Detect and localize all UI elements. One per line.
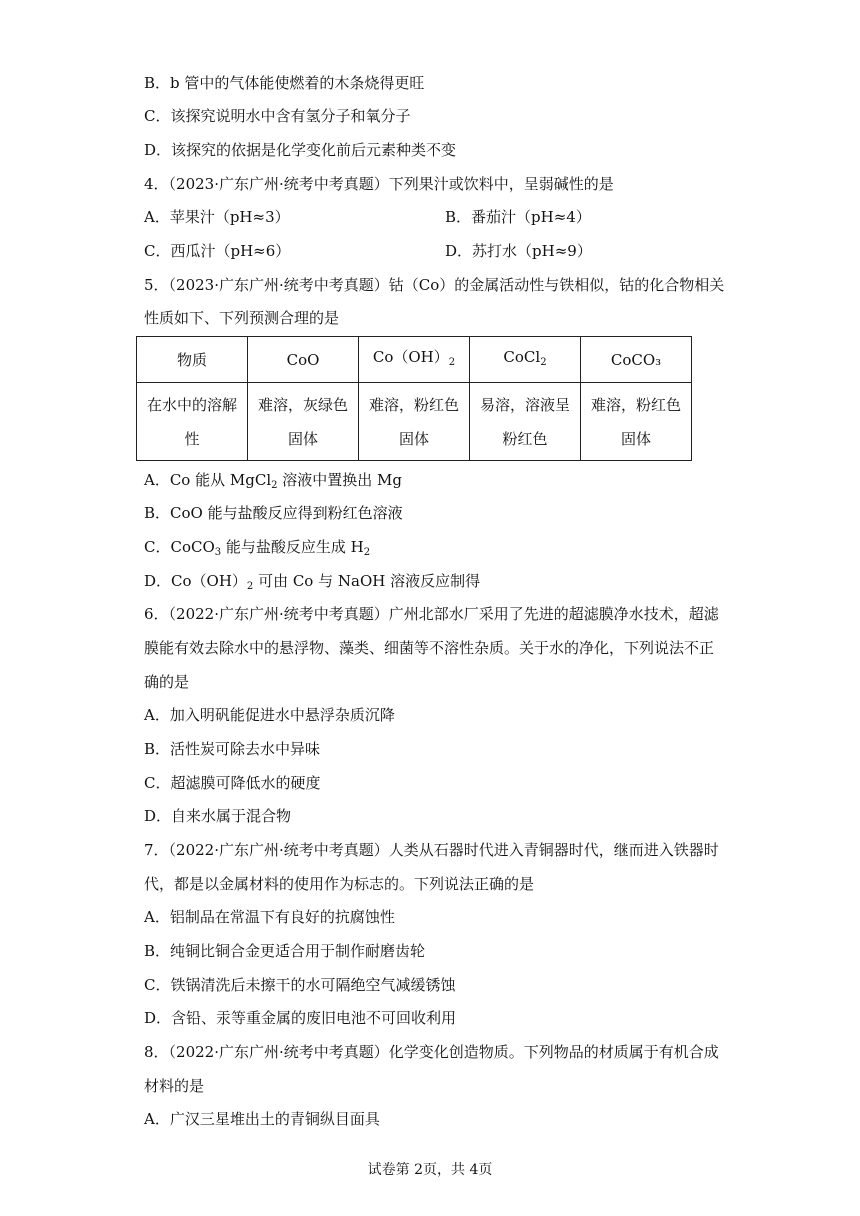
table-header-cell (470, 337, 581, 383)
table-header-row (137, 337, 692, 383)
q8-option-a: A．广汉三星堆出土的青铜纵目面具 (144, 1110, 380, 1128)
q8-stem-line2: 材料的是 (144, 1077, 205, 1095)
cobalt-compounds-table (136, 336, 692, 461)
table-cell (248, 383, 359, 461)
table-cell (359, 383, 470, 461)
cell-line: 易溶，溶液呈 (479, 395, 570, 414)
q4-stem: 4．（2023·广东广州·统考中考真题）下列果汁或饮料中，呈弱碱性的是 (144, 175, 614, 193)
line-q3-option-d: D．该探究的依据是化学变化前后元素种类不变 (144, 141, 457, 159)
q8-stem-line1: 8．（2022·广东广州·统考中考真题）化学变化创造物质。下列物品的材质属于有机合成 (144, 1043, 719, 1061)
q6-stem-line2: 膜能有效去除水中的悬浮物、藻类、细菌等不溶性杂质。关于水的净化，下列说法不正 (144, 639, 715, 657)
q5-stem-line2: 性质如下、下列预测合理的是 (144, 309, 340, 327)
subscript: 2 (246, 581, 254, 592)
q5-option-c (144, 537, 370, 563)
q7-stem-line1: 7．（2022·广东广州·统考中考真题）人类从石器时代进入青铜器时代，继而进入铁器时 (144, 841, 719, 859)
subscript: 2 (363, 547, 371, 558)
option-text: 可由 Co 与 NaOH 溶液反应制得 (253, 572, 481, 590)
q4-option-b: B．番茄汁（pH≈4） (445, 208, 591, 226)
subscript: 3 (214, 547, 222, 558)
q5-option-d (144, 571, 480, 597)
q4-option-a: A．苹果汁（pH≈3） (144, 208, 290, 226)
option-text: C．CoCO (144, 538, 215, 556)
cell-line: 固体 (398, 429, 429, 448)
table-cell (581, 383, 692, 461)
q5-stem-line1: 5．（2023·广东广州·统考中考真题）钴（Co）的金属活动性与铁相似，钴的化合物相关 (144, 276, 725, 294)
table-header-cell: CoO (248, 337, 359, 383)
formula-text: CoCl (503, 347, 541, 366)
q6-stem-line3: 确的是 (144, 673, 190, 691)
subscript: 2 (271, 480, 278, 491)
q5-option-b: B．CoO 能与盐酸反应得到粉红色溶液 (144, 504, 403, 522)
cell-line: 固体 (287, 429, 318, 448)
option-text: A．Co 能从 MgCl (144, 471, 272, 489)
cell-line: 难溶，灰绿色 (257, 395, 348, 414)
formula-text: Co（OH） (372, 347, 449, 366)
table-header-cell: CoCO₃ (581, 337, 692, 383)
line-q3-option-c: C．该探究说明水中含有氢分子和氧分子 (144, 107, 411, 125)
cell-line: 固体 (620, 429, 651, 448)
table-header-cell: 物质 (137, 337, 248, 383)
subscript: 2 (448, 356, 456, 368)
table-cell (470, 383, 581, 461)
cell-line: 难溶，粉红色 (368, 395, 459, 414)
cell-line: 难溶，粉红色 (590, 395, 681, 414)
q7-option-b: B．纯铜比铜合金更适合用于制作耐磨齿轮 (144, 942, 426, 960)
q7-option-d: D．含铅、汞等重金属的废旧电池不可回收利用 (144, 1009, 457, 1027)
option-text: 溶液中置换出 Mg (277, 471, 402, 489)
q6-option-b: B．活性炭可除去水中异味 (144, 740, 321, 758)
q7-stem-line2: 代，都是以金属材料的使用作为标志的。下列说法正确的是 (144, 875, 535, 893)
page-footer: 试卷第 2页，共 4页 (367, 1162, 493, 1178)
subscript: 2 (540, 356, 547, 368)
q5-option-a (144, 470, 402, 496)
q6-option-a: A．加入明矾能促进水中悬浮杂质沉降 (144, 706, 395, 724)
option-text: 能与盐酸反应生成 H (221, 538, 364, 556)
cell-line: 粉红色 (502, 429, 548, 448)
q6-option-c: C．超滤膜可降低水的硬度 (144, 774, 321, 792)
q4-option-d: D．苏打水（pH≈9） (445, 242, 592, 260)
table-row (137, 383, 692, 461)
q6-stem-line1: 6．（2022·广东广州·统考中考真题）广州北部水厂采用了先进的超滤膜净水技术，超滤 (144, 605, 719, 623)
line-q3-option-b: B．b 管中的气体能使燃着的木条烧得更旺 (144, 74, 425, 92)
table-header-cell (359, 337, 470, 383)
q7-option-c: C．铁锅清洗后未擦干的水可隔绝空气减缓锈蚀 (144, 976, 456, 994)
option-text: D．Co（OH） (144, 572, 247, 590)
table-row-label: 在水中的溶解性 (137, 383, 248, 461)
q6-option-d: D．自来水属于混合物 (144, 807, 292, 825)
q7-option-a: A．铝制品在常温下有良好的抗腐蚀性 (144, 908, 395, 926)
q4-option-c: C．西瓜汁（pH≈6） (144, 242, 291, 260)
